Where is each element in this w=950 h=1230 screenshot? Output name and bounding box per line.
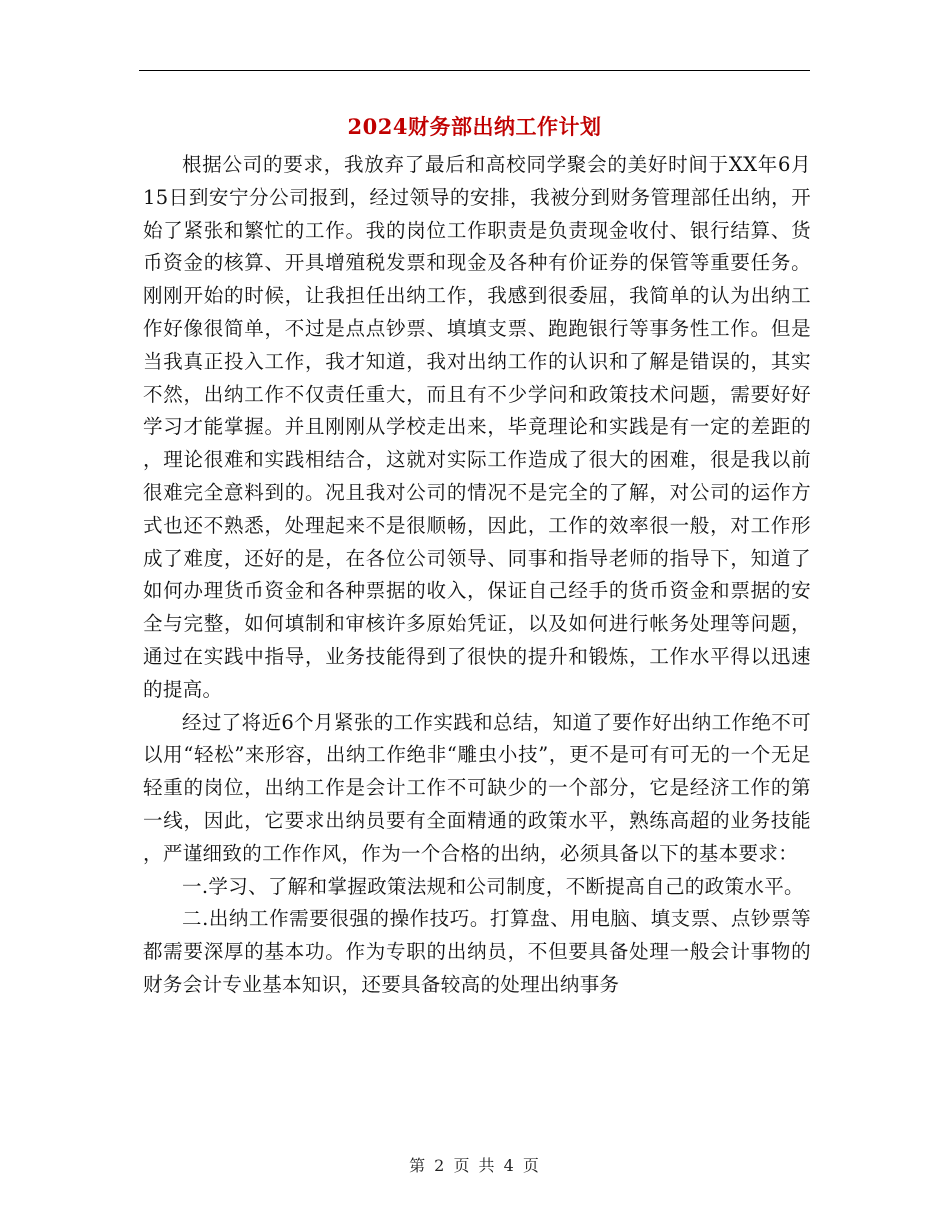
paragraph-2: 经过了将近6个月紧张的工作实践和总结，知道了要作好出纳工作绝不可以用“轻松”来形容，出纳工作绝非“雕虫小技”，更不是可有可无的一个无足轻重的岗位，出纳工作是会计工作不可缺少的一个部分，它是经济工作的第一线，因此，它要求出纳员要有全面精通的政策水平，熟练高超的业务技能，严谨细致的工作作风，作为一个合格的出纳，必须具备以下的基本要求： xyxy=(143,710,811,865)
paragraph-4: 二.出纳工作需要很强的操作技巧。打算盘、用电脑、填支票、点钞票等都需要深厚的基本功。作为专职的出纳员，不但要具备处理一般会计事物的财务会计专业基本知识，还要具备较高的处理出纳事务 xyxy=(143,907,811,996)
document-title: 2024财务部出纳工作计划 xyxy=(347,114,602,139)
paragraph-1: 根据公司的要求，我放弃了最后和高校同学聚会的美好时间于XX年6月15日到安宁分公司报到，经过领导的安排，我被分到财务管理部任出纳，开始了紧张和繁忙的工作。我的岗位工作职责是负责现金收付、银行结算、货币资金的核算、开具增殖税发票和现金及各种有价证券的保管等重要任务。刚刚开始的时候，让我担任出纳工作，我感到很委屈，我简单的认为出纳工作好像很简单，不过是点点钞票、填填支票、跑跑银行等事务性工作。但是当我真正投入工作，我才知道，我对出纳工作的认识和了解是错误的，其实不然，出纳工作不仅责任重大，而且有不少学问和政策技术问题，需要好好学习才能掌握。并且刚刚从学校走出来，毕竟理论和实践是有一定的差距的，理论很难和实践相结合，这就对实际工作造成了很大的困难，很是我以前很难完全意料到的。况且我对公司的情况不是完全的了解，对公司的运作方式也还不熟悉，处理起来不是很顺畅，因此，工作的效率很一般，对工作形成了难度，还好的是，在各位公司领导、同事和指导老师的指导下，知道了如何办理货币资金和各种票据的收入，保证自己经手的货币资金和票据的安全与完整，如何填制和审核许多原始凭证，以及如何进行帐务处理等问题，通过在实践中指导，业务技能得到了很快的提升和锻炼，工作水平得以迅速的提高。 xyxy=(143,153,811,701)
paragraph-3: 一.学习、了解和掌握政策法规和公司制度，不断提高自己的政策水平。 xyxy=(182,874,804,898)
page-number-footer: 第 2 页 共 4 页 xyxy=(409,1156,541,1175)
header-rule xyxy=(139,70,810,71)
document-body xyxy=(143,149,811,1002)
